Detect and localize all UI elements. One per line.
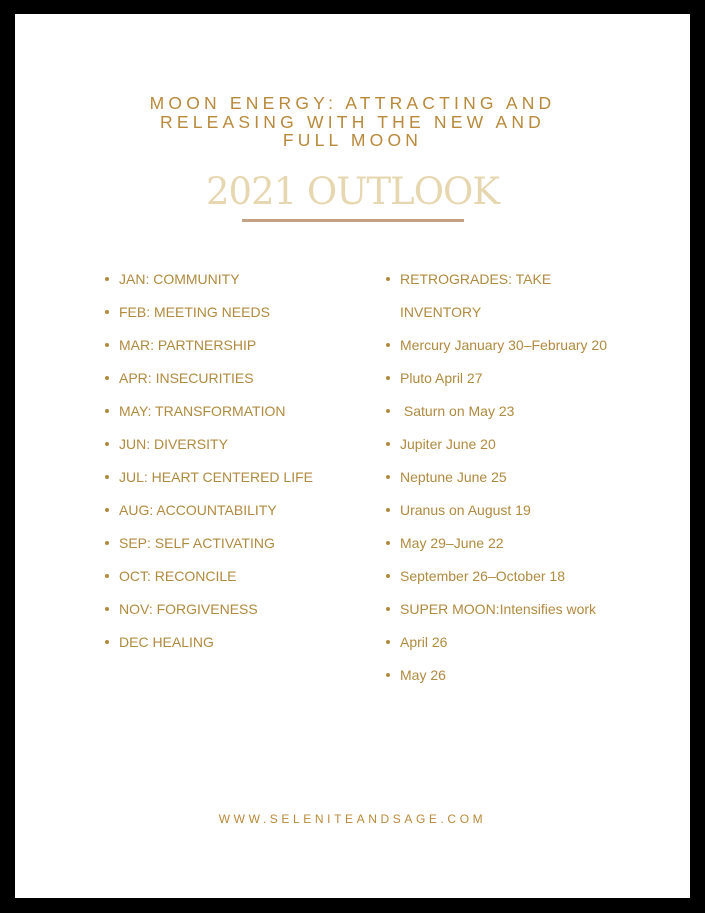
list-item-continuation: INVENTORY xyxy=(400,304,482,320)
list-item: Jupiter June 20 xyxy=(400,436,607,469)
list-item: Pluto April 27 xyxy=(400,370,607,403)
retrogrades-list xyxy=(400,271,607,700)
outlook-title: 2021 OUTLOOK xyxy=(206,170,499,213)
document-heading xyxy=(15,94,690,150)
list-item: RETROGRADES: TAKE xyxy=(400,271,607,304)
website-footer: WWW.SELENITEANDSAGE.COM xyxy=(218,812,487,826)
list-item: Mercury January 30–February 20 xyxy=(400,337,607,370)
list-item: Saturn on May 23 xyxy=(400,403,607,436)
heading-line-3: FULL MOON xyxy=(282,130,423,150)
list-item: May 26 xyxy=(400,667,607,700)
list-item: APR: INSECURITIES xyxy=(119,370,313,403)
list-item: SEP: SELF ACTIVATING xyxy=(119,535,313,568)
list-item: NOV: FORGIVENESS xyxy=(119,601,313,634)
list-item: September 26–October 18 xyxy=(400,568,607,601)
title-divider xyxy=(242,219,464,222)
list-item: MAR: PARTNERSHIP xyxy=(119,337,313,370)
document-page xyxy=(15,14,690,898)
list-item: OCT: RECONCILE xyxy=(119,568,313,601)
list-item: JAN: COMMUNITY xyxy=(119,271,313,304)
monthly-themes-list xyxy=(119,271,313,667)
list-item: April 26 xyxy=(400,634,607,667)
list-item: Uranus on August 19 xyxy=(400,502,607,535)
list-item: AUG: ACCOUNTABILITY xyxy=(119,502,313,535)
list-item: JUN: DIVERSITY xyxy=(119,436,313,469)
heading-line-1: MOON ENERGY: ATTRACTING AND xyxy=(149,93,556,113)
list-item: Neptune June 25 xyxy=(400,469,607,502)
list-item: FEB: MEETING NEEDS xyxy=(119,304,313,337)
heading-line-2: RELEASING WITH THE NEW AND xyxy=(159,111,546,132)
list-item: MAY: TRANSFORMATION xyxy=(119,403,313,436)
list-item: SUPER MOON:Intensifies work xyxy=(400,601,607,634)
list-item: JUL: HEART CENTERED LIFE xyxy=(119,469,313,502)
list-item: DEC HEALING xyxy=(119,634,313,667)
list-item: May 29–June 22 xyxy=(400,535,607,568)
